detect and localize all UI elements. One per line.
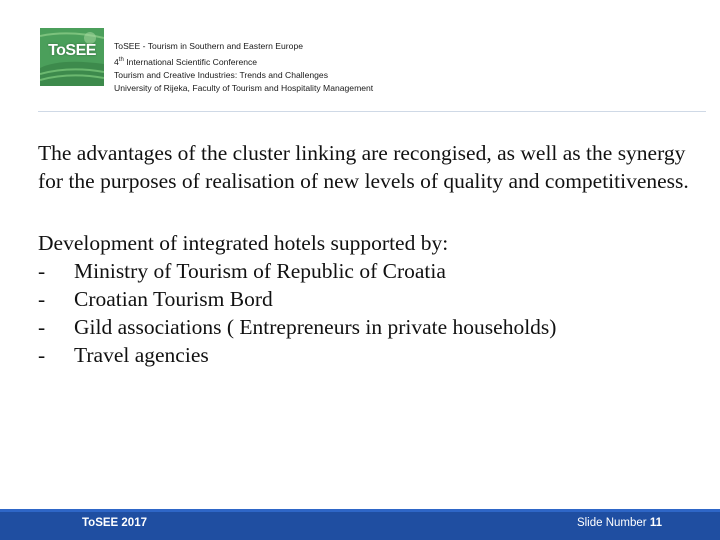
ordinal-suffix: th <box>118 56 124 63</box>
header-line-4: University of Rijeka, Faculty of Tourism and Hospitality Management <box>114 83 374 94</box>
list-item-text: Ministry of Tourism of Republic of Croatia <box>74 259 446 283</box>
slide-number-label: Slide Number <box>576 517 647 529</box>
list-item-text: Croatian Tourism Bord <box>74 287 273 311</box>
footer-label: ToSEE 2017 <box>82 517 147 529</box>
bullet-dash: - <box>38 343 46 367</box>
header-line-2 <box>114 54 373 69</box>
header-line-2-text: International Scientific Conference <box>126 56 258 67</box>
bullet-dash: - <box>38 315 46 339</box>
list-item-text: Travel agencies <box>74 343 209 367</box>
conference-header <box>114 40 373 96</box>
logo-text: ToSEE <box>48 42 96 59</box>
footer-accent-line <box>0 509 720 512</box>
list-item <box>38 257 698 285</box>
supporters-list <box>38 257 698 369</box>
intro-paragraph: The advantages of the cluster linking are recongised, as well as the synergy for the purposes of realisation of new levels of quality and competitiveness. <box>38 141 689 193</box>
bullet-dash: - <box>38 287 46 311</box>
slide-number <box>577 517 662 529</box>
list-item-text: Gild associations ( Entrepreneurs in private households) <box>74 315 557 339</box>
development-heading: Development of integrated hotels supported by: <box>38 231 449 255</box>
header-line-3: Tourism and Creative Industries: Trends and Challenges <box>114 69 328 80</box>
list-item <box>38 285 698 313</box>
slide-number-value: 11 <box>649 517 662 529</box>
tosee-logo <box>40 28 104 86</box>
header-line-1: ToSEE - Tourism in Southern and Eastern Europe <box>114 41 304 51</box>
list-item <box>38 341 698 369</box>
slide-body <box>38 139 698 369</box>
header-divider <box>38 111 706 112</box>
ordinal-number: 4 <box>114 56 119 67</box>
list-item <box>38 313 698 341</box>
bullet-dash: - <box>38 259 46 283</box>
